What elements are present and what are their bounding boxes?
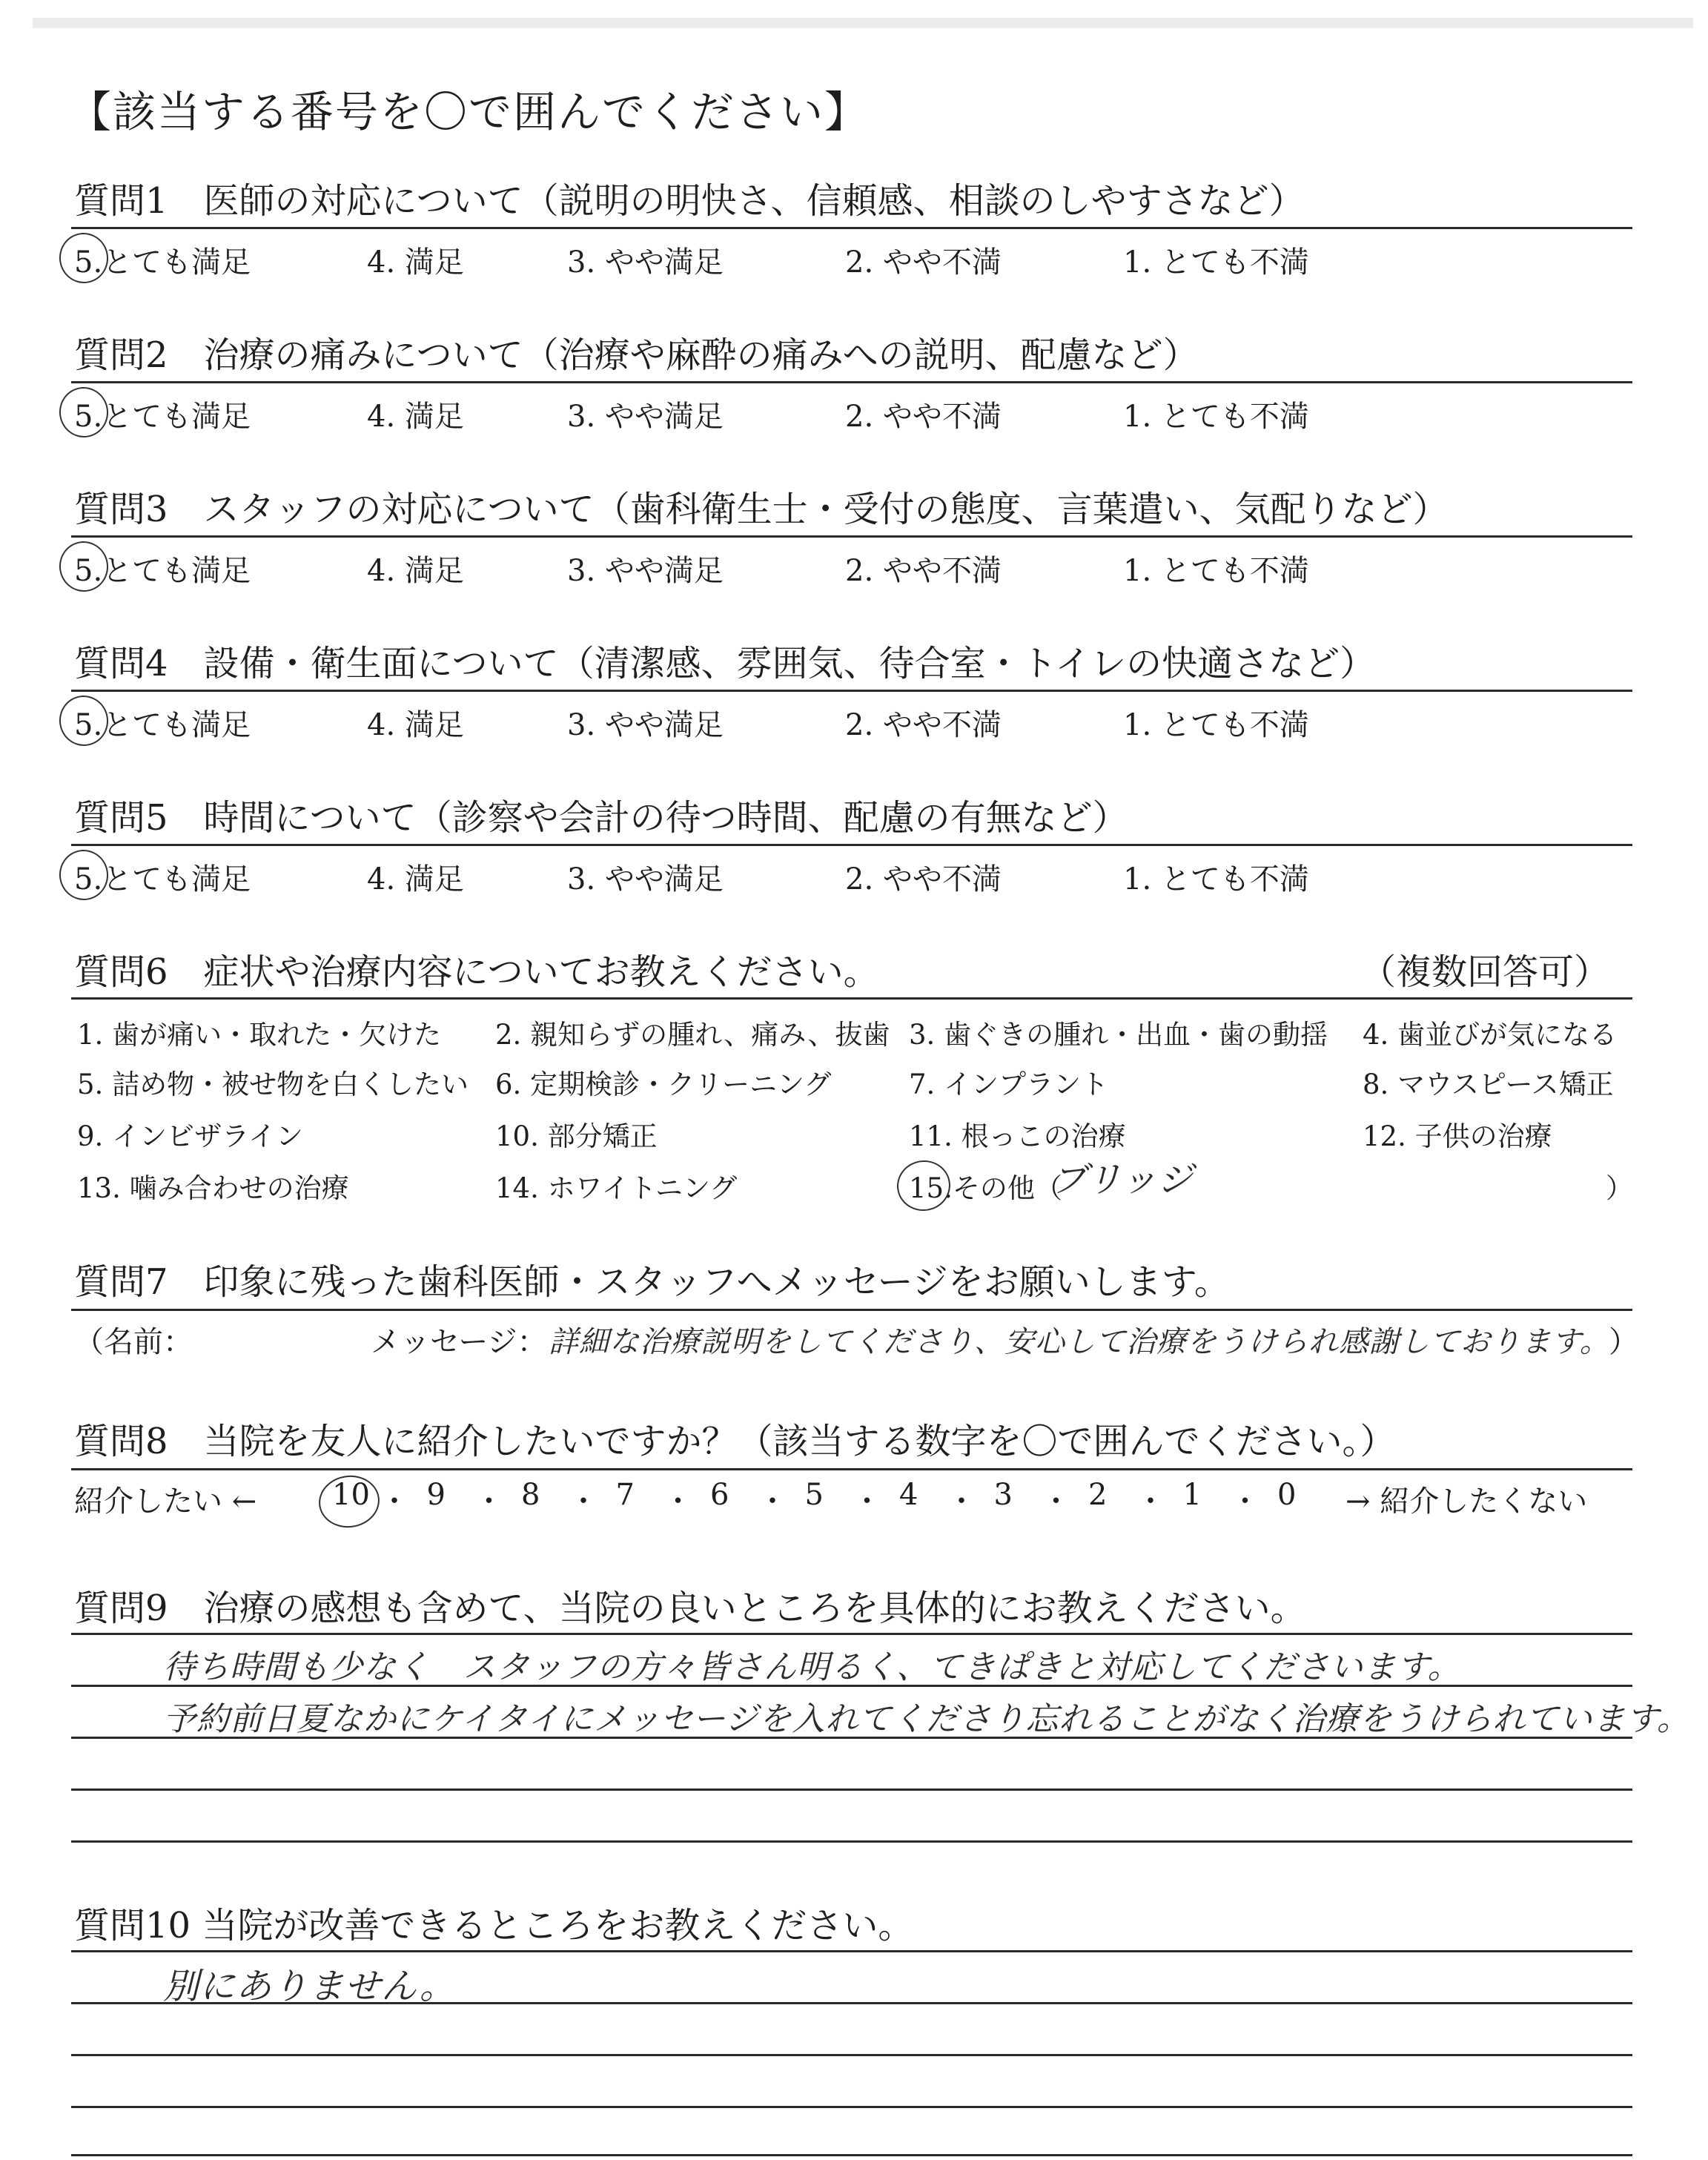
- q8-score-10[interactable]: 10: [332, 1478, 370, 1512]
- q9-rule-1: [71, 1633, 1632, 1635]
- q6-option-15[interactable]: 15.その他（: [909, 1172, 1062, 1204]
- q3-rule: [71, 535, 1632, 538]
- q3-option-2[interactable]: 2. やや不満: [845, 554, 1002, 588]
- q9-title: 質問9 治療の感想も含めて、当院の良いところを具体的にお教えください。: [74, 1588, 1306, 1629]
- q2-title: 質問2 治療の痛みについて（治療や麻酔の痛みへの説明、配慮など）: [74, 334, 1199, 376]
- q7-rule: [71, 1309, 1632, 1311]
- q2-rule: [71, 381, 1632, 383]
- q7-close-paren: ）: [1609, 1325, 1638, 1359]
- q5-option-1[interactable]: 1. とても不満: [1123, 862, 1309, 896]
- q6-option-12[interactable]: 12. 子供の治療: [1363, 1120, 1552, 1152]
- q6-title: 質問6 症状や治療内容についてお教えください。: [74, 951, 879, 993]
- q10-rule-5: [71, 2154, 1632, 2156]
- q8-rule: [71, 1468, 1632, 1470]
- q4-option-4[interactable]: 4. 満足: [367, 708, 464, 742]
- q5-option-4[interactable]: 4. 満足: [367, 862, 464, 896]
- q1-option-2[interactable]: 2. やや不満: [845, 245, 1002, 280]
- q2-option-5[interactable]: 5.とても満足: [74, 400, 251, 434]
- q6-option-11[interactable]: 11. 根っこの治療: [909, 1120, 1126, 1152]
- q8-separator: ・: [569, 1484, 598, 1519]
- q6-option-8[interactable]: 8. マウスピース矯正: [1363, 1069, 1614, 1100]
- q6-option-13[interactable]: 13. 噛み合わせの治療: [77, 1172, 349, 1204]
- q8-score-9[interactable]: 9: [426, 1478, 446, 1512]
- q10-rule-4: [71, 2106, 1632, 2108]
- q8-score-7[interactable]: 7: [615, 1478, 635, 1512]
- q8-separator: ・: [380, 1484, 409, 1519]
- q2-option-3[interactable]: 3. やや満足: [567, 400, 724, 434]
- q2-option-2[interactable]: 2. やや不満: [845, 400, 1002, 434]
- q2-option-4[interactable]: 4. 満足: [367, 400, 464, 434]
- q1-option-3[interactable]: 3. やや満足: [567, 245, 724, 280]
- q6-option-4[interactable]: 4. 歯並びが気になる: [1363, 1019, 1618, 1051]
- q5-option-5[interactable]: 5.とても満足: [74, 862, 251, 896]
- page-title: 【該当する番号を〇で囲んでください】: [68, 87, 870, 137]
- q1-rule: [71, 227, 1632, 229]
- q4-option-1[interactable]: 1. とても不満: [1123, 708, 1309, 742]
- q2-option-1[interactable]: 1. とても不満: [1123, 400, 1309, 434]
- q8-score-2[interactable]: 2: [1088, 1478, 1108, 1512]
- q8-separator: ・: [852, 1484, 882, 1519]
- q8-separator: ・: [1230, 1484, 1260, 1519]
- q6-option-7[interactable]: 7. インプラント: [909, 1069, 1109, 1100]
- q8-score-3[interactable]: 3: [993, 1478, 1013, 1512]
- q3-option-3[interactable]: 3. やや満足: [567, 554, 724, 588]
- q8-score-5[interactable]: 5: [804, 1478, 824, 1512]
- q5-option-2[interactable]: 2. やや不満: [845, 862, 1002, 896]
- q3-option-4[interactable]: 4. 満足: [367, 554, 464, 588]
- q6-option-10[interactable]: 10. 部分矯正: [495, 1120, 658, 1152]
- q1-option-5[interactable]: 5.とても満足: [74, 245, 251, 280]
- q4-title: 質問4 設備・衛生面について（清潔感、雰囲気、待合室・トイレの快適さなど）: [74, 643, 1376, 684]
- q3-option-1[interactable]: 1. とても不満: [1123, 554, 1309, 588]
- q8-right-label: → 紹介したくない: [1345, 1484, 1588, 1519]
- q10-answer-line-1[interactable]: 別にありません。: [163, 1966, 456, 2007]
- q8-separator: ・: [1041, 1484, 1071, 1519]
- q1-option-4[interactable]: 4. 満足: [367, 245, 464, 280]
- q7-message-label: メッセージ：: [371, 1325, 547, 1359]
- q9-rule-5: [71, 1840, 1632, 1843]
- q6-option-2[interactable]: 2. 親知らずの腫れ、痛み、抜歯: [495, 1019, 890, 1051]
- q7-title: 質問7 印象に残った歯科医師・スタッフへメッセージをお願いします。: [74, 1261, 1230, 1303]
- q10-title: 質問10 当院が改善できるところをお教えください。: [74, 1905, 914, 1946]
- q6-option-9[interactable]: 9. インビザライン: [77, 1120, 303, 1152]
- q5-title: 質問5 時間について（診察や会計の待つ時間、配慮の有無など）: [74, 797, 1128, 839]
- scan-top-edge: [33, 18, 1693, 28]
- q1-title: 質問1 医師の対応について（説明の明快さ、信頼感、相談のしやすさなど）: [74, 180, 1305, 222]
- q6-other-answer[interactable]: ブリッジ: [1051, 1159, 1194, 1200]
- q8-selection-circle: [316, 1472, 383, 1532]
- q8-separator: ・: [947, 1484, 976, 1519]
- q6-option-14[interactable]: 14. ホワイトニング: [495, 1172, 738, 1204]
- q4-option-5[interactable]: 5.とても満足: [74, 708, 251, 742]
- q6-option-5[interactable]: 5. 詰め物・被せ物を白くしたい: [77, 1069, 469, 1100]
- q5-option-3[interactable]: 3. やや満足: [567, 862, 724, 896]
- q6-note: （複数回答可）: [1360, 951, 1610, 993]
- q8-score-0[interactable]: 0: [1277, 1478, 1297, 1512]
- q8-score-1[interactable]: 1: [1182, 1478, 1202, 1512]
- q5-rule: [71, 844, 1632, 846]
- q4-option-2[interactable]: 2. やや不満: [845, 708, 1002, 742]
- q4-option-3[interactable]: 3. やや満足: [567, 708, 724, 742]
- q3-option-5[interactable]: 5.とても満足: [74, 554, 251, 588]
- q4-rule: [71, 690, 1632, 692]
- q8-separator: ・: [663, 1484, 693, 1519]
- q3-title: 質問3 スタッフの対応について（歯科衛生士・受付の態度、言葉遣い、気配りなど）: [74, 489, 1449, 530]
- q6-rule: [71, 997, 1632, 1000]
- q8-separator: ・: [758, 1484, 787, 1519]
- q10-rule-1: [71, 1950, 1632, 1952]
- q6-other-close-paren: ）: [1606, 1172, 1633, 1204]
- q1-option-1[interactable]: 1. とても不満: [1123, 245, 1309, 280]
- q6-option-6[interactable]: 6. 定期検診・クリーニング: [495, 1069, 832, 1100]
- q6-option-3[interactable]: 3. 歯ぐきの腫れ・出血・歯の動揺: [909, 1019, 1328, 1051]
- q9-answer-line-2[interactable]: 予約前日夏なかにケイタイにメッセージを入れてくださり忘れることがなく治療をうけられています。: [163, 1700, 1690, 1738]
- q8-separator: ・: [474, 1484, 504, 1519]
- q6-option-1[interactable]: 1. 歯が痛い・取れた・欠けた: [77, 1019, 442, 1051]
- q8-title: 質問8 当院を友人に紹介したいですか？（該当する数字を〇で囲んでください。）: [74, 1421, 1396, 1462]
- q9-answer-line-1[interactable]: 待ち時間も少なく スタッフの方々皆さん明るく、てきぱきと対応してくださいます。: [163, 1648, 1461, 1686]
- q8-score-8[interactable]: 8: [521, 1478, 540, 1512]
- q8-score-6[interactable]: 6: [710, 1478, 729, 1512]
- q9-rule-4: [71, 1789, 1632, 1791]
- q8-score-4[interactable]: 4: [899, 1478, 918, 1512]
- q7-name-label: （名前：: [74, 1325, 193, 1359]
- q8-left-label: 紹介したい ←: [74, 1484, 257, 1519]
- q7-message[interactable]: 詳細な治療説明をしてくださり、安心して治療をうけられ感謝しております。: [549, 1325, 1610, 1359]
- q8-separator: ・: [1136, 1484, 1165, 1519]
- q10-rule-3: [71, 2054, 1632, 2056]
